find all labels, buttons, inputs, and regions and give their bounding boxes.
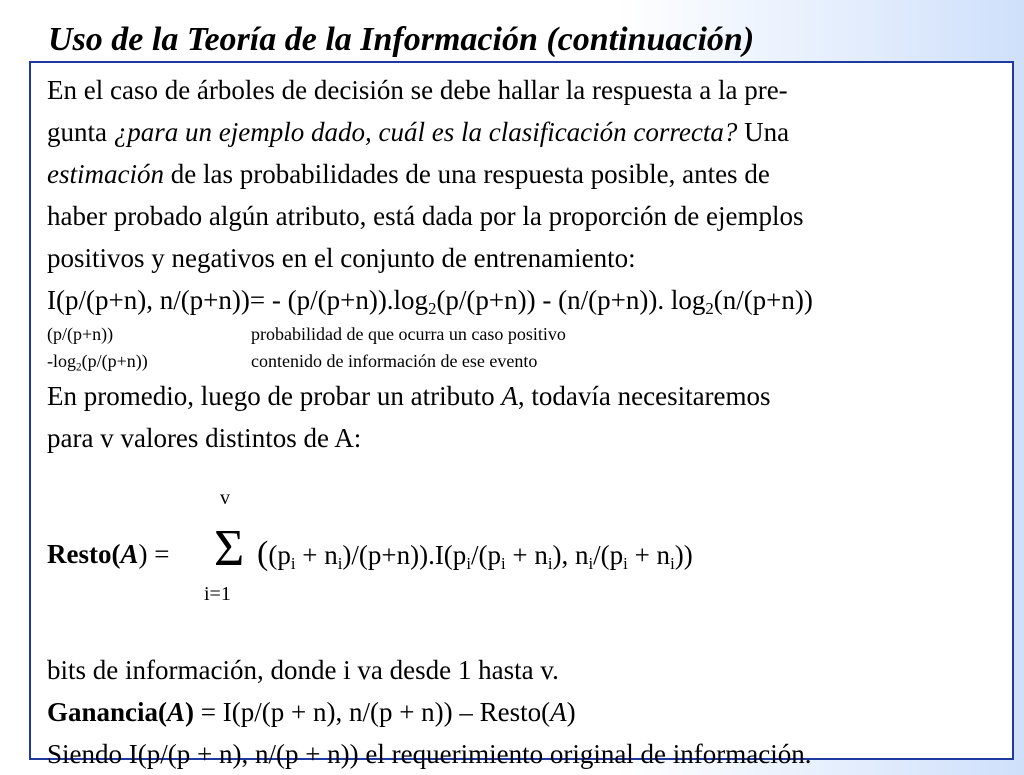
definition-desc: contenido de información de ese evento [251,351,538,371]
definition-row [47,348,1012,375]
paragraph-line: positivos y negativos en el conjunto de entrenamiento: [47,243,636,273]
definition-term: $-\log_2(p/(p+n))$ [47,351,148,374]
resto-formula [47,459,1012,649]
paragraph-line: Siendo I(p/(p + n), n/(p + n)) el requerimiento original de información. [47,739,812,769]
resto-left: Resto(A) = [47,539,170,569]
italic-question: ¿para un ejemplo dado, cuál es la clasificación correcta? [113,117,738,147]
italic-term: estimación [47,159,164,189]
paragraph-line: estimación de las probabilidades de una respuesta posible, antes de [47,159,770,189]
paragraph-line: gunta ¿para un ejemplo dado, cuál es la clasificación correcta? Una [47,117,790,147]
definition-desc: probabilidad de que ocurra un caso positivo [251,324,566,344]
content-body [47,63,1012,775]
sum-lower-limit: i=1 [204,583,231,605]
ganancia-formula: Ganancia(A) = I(p/(p + n), n/(p + n)) – Resto(A) [47,697,576,727]
entropy-formula: I(p/(p+n), $n/(p+n))= - (p/(p+n)).\log_2(p/(p+n)) - (n/(p+n))$. $\log_2(n/(p+n))$ [47,285,813,319]
content-frame [29,61,1014,769]
resto-expression: $((p_i + n_i)/(p+n)).I(p_i/(p_i + n_i)$, $n_i/(p_i + n_i)$) [257,535,693,574]
paragraph-line: bits de información, donde i va desde 1 hasta v. [47,655,559,685]
paragraph-line: para v valores distintos de A: [47,423,362,453]
sum-upper-limit: v [220,487,230,509]
definition-term: (p/(p+n)) [47,324,114,344]
paragraph-line: En el caso de árboles de decisión se debe hallar la respuesta a la pre- [47,75,788,105]
slide-title: Uso de la Teoría de la Información (continuación) [48,21,755,58]
paragraph-line: En promedio, luego de probar un atributo A, todavía necesitaremos [47,381,771,411]
sigma-symbol: Σ [214,520,245,577]
definition-row [47,321,1012,348]
paragraph-line: haber probado algún atributo, está dada por la proporción de ejemplos [47,201,804,231]
